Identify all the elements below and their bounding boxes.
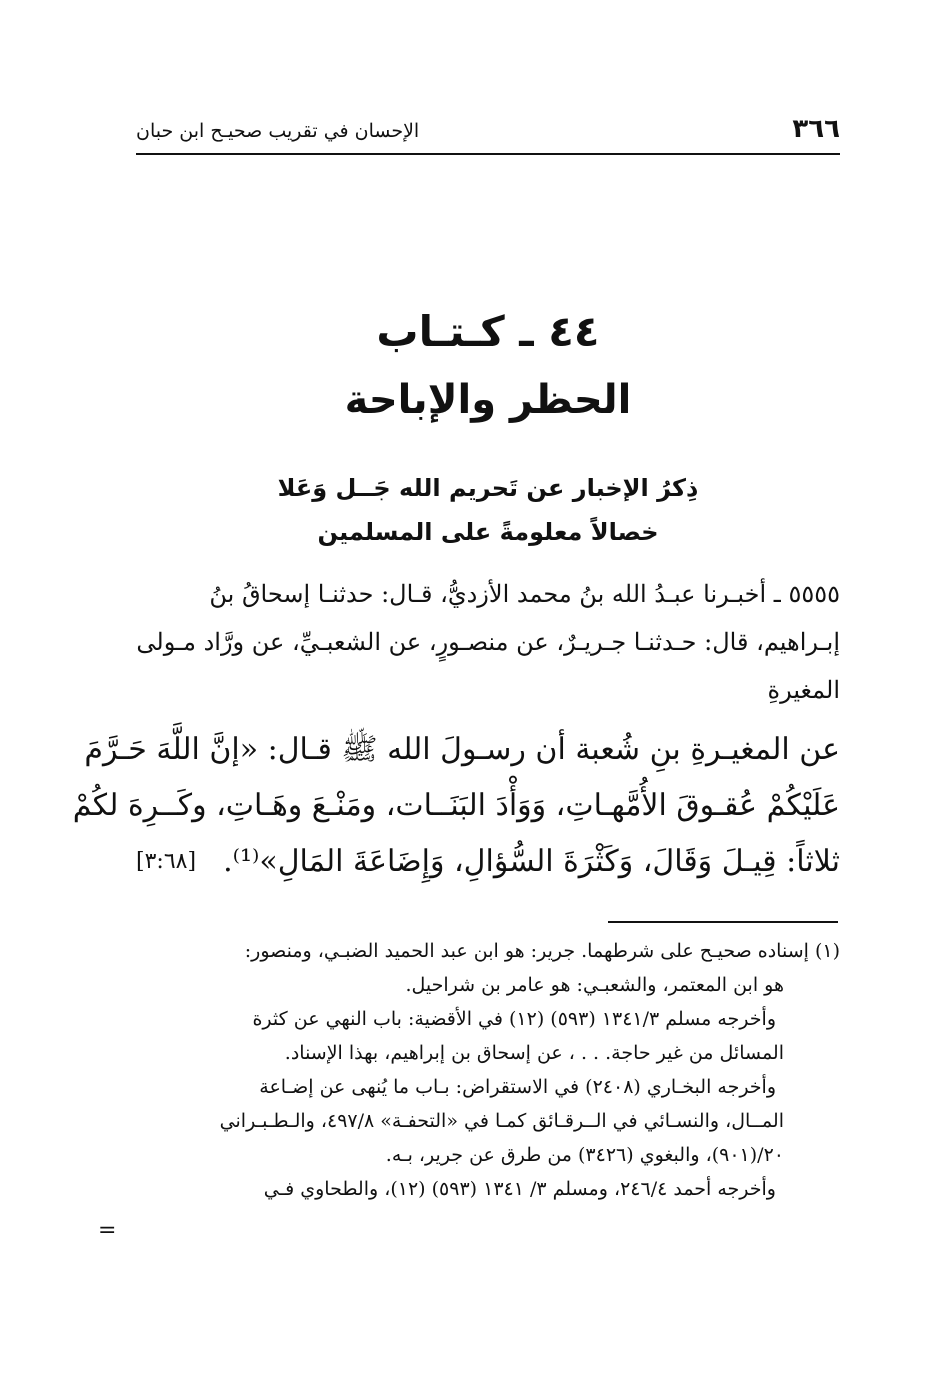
page-number: ٣٦٦ — [792, 114, 840, 144]
isnad-line: إبـراهيم، قال: حـدثنـا جـريـرٌ، عن منصـورٍ، عن الشعبـيِّ، عن ورَّاد مـولى — [136, 628, 840, 656]
hadith-text — [72, 722, 840, 890]
footnote-line: المــال، والنسـائي في الــرقـائق كمـا في «التحفـة» ٤٩٧/٨، والـطـبـراني — [219, 1110, 784, 1132]
footnote-line: هو ابن المعتمر، والشعبـي: هو عامر بن شراحيل. — [405, 974, 784, 996]
footnote-line: ٢٠/(٩٠١)، والبغوي (٣٤٢٦) من طرق عن جرير، بـه. — [385, 1144, 784, 1166]
matn-line-last — [136, 834, 840, 890]
isnad-line: ٥٥٥٥ ـ أخبـرنا عبـدُ الله بنُ محمد الأزديُّ، قـال: حدثنـا إسحاقُ بنُ — [209, 580, 840, 608]
hadith-reference: [٣:٦٨] — [136, 849, 197, 874]
chapter-heading — [136, 466, 840, 554]
page-header — [136, 112, 840, 152]
footnote-line: وأخرجه مسلم ١٣٤١/٣ (٥٩٣) (١٢) في الأقضية: باب النهي عن كثرة — [252, 1008, 776, 1030]
matn-line: عن المغيـرةِ بنِ شُعبة أن رسـولَ الله ﷺ قـال: «إنَّ اللَّهَ حَـرَّمَ — [84, 732, 840, 767]
hadith-isnad — [136, 570, 840, 714]
running-title: الإحسان في تقريب صحيـح ابن حبان — [136, 120, 420, 142]
continuation-mark: = — [98, 1218, 117, 1243]
footnote-line: وأخرجه أحمد ٢٤٦/٤، ومسلم ٣/ ١٣٤١ (٥٩٣) (١٢)، والطحاوي فـي — [263, 1178, 776, 1200]
footnote-line: (١) إسناده صحيـح على شرطهما. جرير: هو ابن عبد الحميد الضبـي، ومنصور: — [244, 940, 840, 962]
header-divider — [136, 153, 840, 155]
book-number-heading: ٤٤ ـ كـتـاب — [376, 307, 600, 356]
footnote-line: وأخرجه البخـاري (٢٤٠٨) في الاستقراض: بـاب ما يُنهى عن إضـاعة — [259, 1076, 776, 1098]
footnote-divider — [608, 921, 838, 923]
chapter-heading-line: ذِكرُ الإخبار عن تَحريم الله جَــل وَعَلا — [277, 474, 699, 502]
book-title: الحظر والإباحة — [344, 377, 632, 423]
matn-line: ثلاثاً: قِيـلَ وَقَالَ، وَكَثْرَةَ السُّؤالِ، وَإِضَاعَةَ المَالِ»⁽¹⁾. — [223, 844, 840, 879]
footnote-line: المسائل من غير حاجة. . . ، عن إسحاق بن إبراهيم، بهذا الإسناد. — [284, 1042, 784, 1064]
isnad-line: المغيرةِ — [767, 676, 840, 704]
footnotes — [136, 934, 840, 1206]
matn-line: عَلَيْكُمْ عُقـوقَ الأُمَّهـاتِ، وَوَأْدَ البَنَــات، ومَنْـعَ وهَـاتِ، وكَــرِهَ لكُمْ — [72, 788, 840, 823]
chapter-heading-line: خصالاً معلومةً على المسلمين — [317, 518, 659, 546]
